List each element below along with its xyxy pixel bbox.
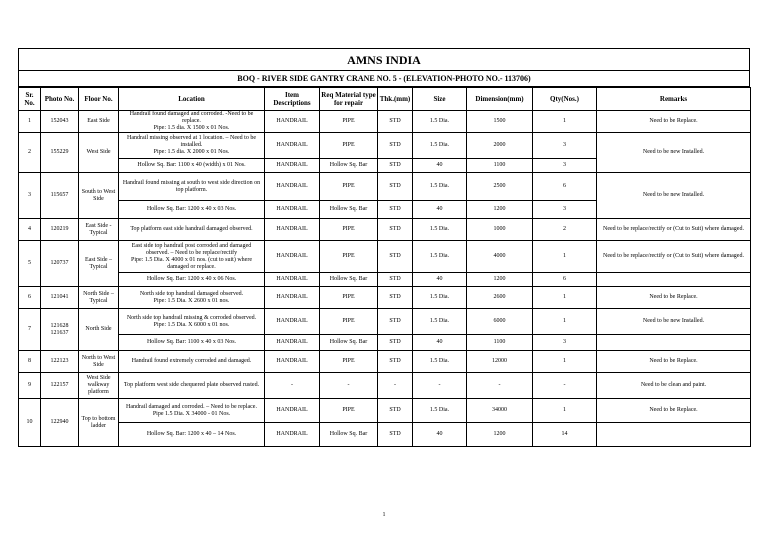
cell-thk: STD [378,309,413,335]
cell-location: North side top handrail missing & corroded observed. Pipe: 1.5 Dia. X 6000 x 01 nos. [119,309,265,335]
cell-floor: North Side [79,309,119,351]
table-row [19,351,751,373]
cell-size: 1.5 Dia. [413,173,467,201]
cell-thk: STD [378,133,413,159]
header-material: Req Material type for repair [320,88,378,111]
cell-dimension: 4000 [467,241,533,273]
cell-item: HANDRAIL [265,399,320,423]
cell-size: 40 [413,335,467,351]
cell-item: HANDRAIL [265,111,320,133]
cell-size: 1.5 Dia. [413,351,467,373]
cell-item: HANDRAIL [265,287,320,309]
cell-floor: East Side - Typical [79,219,119,241]
cell-size: - [413,373,467,399]
header-location: Location [119,88,265,111]
cell-size: 1.5 Dia. [413,399,467,423]
cell-thk: STD [378,423,413,447]
cell-size: 1.5 Dia. [413,287,467,309]
cell-photo: 121628 121637 [41,309,79,351]
table-header-row [19,88,751,111]
cell-location: Handrail found missing at south to west side direction on top platform. [119,173,265,201]
cell-material: PIPE [320,309,378,335]
cell-photo: 122940 [41,399,79,447]
cell-sr: 3 [19,173,41,219]
header-thk: Thk.(mm) [378,88,413,111]
cell-sr: 2 [19,133,41,173]
cell-floor: South to West Side [79,173,119,219]
cell-dimension: 2600 [467,287,533,309]
cell-sr: 7 [19,309,41,351]
cell-sr: 6 [19,287,41,309]
cell-location: Top platform east side handrail damaged observed. [119,219,265,241]
cell-photo: 120737 [41,241,79,287]
cell-remarks: Need to be Replace. [597,287,751,309]
cell-size: 40 [413,273,467,287]
header-qty: Qty(Nos.) [533,88,597,111]
cell-thk: STD [378,219,413,241]
cell-location: Handrail missing observed at 1 location. – Need to be installed. Pipe: 1.5 dia. X 2000 x 01 Nos. [119,133,265,159]
cell-dimension: 1500 [467,111,533,133]
cell-qty: 3 [533,201,597,219]
table-row [19,309,751,335]
cell-item: HANDRAIL [265,273,320,287]
cell-thk: - [378,373,413,399]
cell-item: HANDRAIL [265,241,320,273]
cell-qty: - [533,373,597,399]
cell-item: HANDRAIL [265,219,320,241]
cell-size: 1.5 Dia. [413,309,467,335]
cell-remarks [597,335,751,351]
cell-qty: 1 [533,399,597,423]
cell-floor: West Side walkway platform [79,373,119,399]
table-row [19,133,751,159]
cell-floor: East Side [79,111,119,133]
cell-item: HANDRAIL [265,351,320,373]
cell-remarks: Need to be Replace. [597,399,751,423]
cell-material: PIPE [320,133,378,159]
table-row [19,335,751,351]
cell-thk: STD [378,399,413,423]
cell-qty: 1 [533,351,597,373]
cell-size: 40 [413,159,467,173]
cell-floor: East Side – Typical [79,241,119,287]
cell-dimension: 1100 [467,335,533,351]
cell-size: 40 [413,201,467,219]
cell-material: PIPE [320,111,378,133]
header-sr-no: Sr. No. [19,88,41,111]
cell-location: Handrail found damaged and corroded. -Need to be replace. Pipe: 1.5 dia. X 1500 x 01 Nos. [119,111,265,133]
cell-remarks [597,423,751,447]
cell-material: PIPE [320,287,378,309]
cell-qty: 3 [533,335,597,351]
cell-location: Handrail found extremely corroded and damaged. [119,351,265,373]
cell-size: 1.5 Dia. [413,241,467,273]
cell-floor: West Side [79,133,119,173]
cell-qty: 3 [533,133,597,159]
cell-remarks: Need to be replace/rectify or (Cut to Suit) where damaged. [597,241,751,273]
cell-size: 1.5 Dia. [413,111,467,133]
document-subtitle: BOQ - RIVER SIDE GANTRY CRANE NO. 5 - (ELEVATION-PHOTO NO.- 113706) [18,70,750,87]
cell-material: PIPE [320,173,378,201]
cell-sr: 1 [19,111,41,133]
cell-item: HANDRAIL [265,159,320,173]
cell-location: East side top handrail post corroded and damaged observed. – Need to be replace/rectify Pipe: 1.5 Dia. X 4000 x 01 nos. (cut to suit) where damaged or replace. [119,241,265,273]
cell-thk: STD [378,273,413,287]
cell-item: HANDRAIL [265,133,320,159]
cell-sr: 10 [19,399,41,447]
cell-photo: 122123 [41,351,79,373]
cell-dimension: 12000 [467,351,533,373]
cell-qty: 6 [533,273,597,287]
cell-remarks: Need to be Replace. [597,111,751,133]
table-row [19,219,751,241]
cell-qty: 2 [533,219,597,241]
boq-table [18,87,751,447]
cell-qty: 1 [533,241,597,273]
cell-sr: 4 [19,219,41,241]
header-dimension: Dimension(mm) [467,88,533,111]
cell-qty: 3 [533,159,597,173]
header-remarks: Remarks [597,88,751,111]
cell-photo: 152043 [41,111,79,133]
cell-item: HANDRAIL [265,309,320,335]
cell-size: 40 [413,423,467,447]
cell-floor: North to West Side [79,351,119,373]
cell-item: HANDRAIL [265,335,320,351]
table-body [19,111,751,447]
cell-material: Hollow Sq. Bar [320,335,378,351]
cell-thk: STD [378,287,413,309]
cell-thk: STD [378,111,413,133]
cell-dimension: 2000 [467,133,533,159]
page-number: 1 [382,512,386,518]
cell-qty: 14 [533,423,597,447]
cell-thk: STD [378,159,413,173]
header-floor-no: Floor No. [79,88,119,111]
cell-location: Hollow Sq. Bar: 1200 x 40 x 03 Nos. [119,201,265,219]
cell-thk: STD [378,241,413,273]
cell-photo: 122157 [41,373,79,399]
cell-remarks: Need to be new Installed. [597,133,751,173]
cell-photo: 115657 [41,173,79,219]
cell-thk: STD [378,173,413,201]
header-photo-no: Photo No. [41,88,79,111]
header-size: Size [413,88,467,111]
cell-remarks: Need to be Replace. [597,351,751,373]
cell-size: 1.5 Dia. [413,133,467,159]
table-row [19,111,751,133]
table-row [19,423,751,447]
cell-material: PIPE [320,399,378,423]
cell-photo: 155229 [41,133,79,173]
cell-remarks: Need to be replace/rectify or (Cut to Suit) where damaged. [597,219,751,241]
header-item-descriptions: Item Descriptions [265,88,320,111]
cell-sr: 5 [19,241,41,287]
cell-floor: Top to bottom ladder [79,399,119,447]
cell-dimension: 1200 [467,423,533,447]
document-title: AMNS INDIA [18,48,750,70]
cell-item: HANDRAIL [265,201,320,219]
cell-thk: STD [378,351,413,373]
cell-material: Hollow Sq. Bar [320,273,378,287]
table-row [19,399,751,423]
cell-remarks [597,273,751,287]
cell-dimension: 1200 [467,273,533,287]
cell-remarks: Need to be clean and paint. [597,373,751,399]
cell-item: HANDRAIL [265,423,320,447]
cell-thk: STD [378,201,413,219]
cell-dimension: 1200 [467,201,533,219]
table-row [19,173,751,201]
cell-size: 1.5 Dia. [413,219,467,241]
cell-dimension: 6000 [467,309,533,335]
cell-location: Hollow Sq. Bar: 1200 x 40 x 06 Nos. [119,273,265,287]
cell-sr: 9 [19,373,41,399]
cell-material: Hollow Sq. Bar [320,201,378,219]
cell-qty: 1 [533,309,597,335]
cell-thk: STD [378,335,413,351]
table-row [19,241,751,273]
cell-dimension: 1000 [467,219,533,241]
cell-location: North side top handrail damaged observed. Pipe: 1.5 Dia. X 2600 x 01 nos. [119,287,265,309]
cell-remarks: Need to be new Installed. [597,309,751,335]
cell-material: PIPE [320,241,378,273]
cell-sr: 8 [19,351,41,373]
cell-material: - [320,373,378,399]
cell-photo: 121041 [41,287,79,309]
cell-item: HANDRAIL [265,173,320,201]
cell-material: PIPE [320,219,378,241]
cell-dimension: 34000 [467,399,533,423]
cell-location: Hollow Sq. Bar: 1100 x 40 x 03 Nos. [119,335,265,351]
cell-remarks: Need to be new Installed. [597,173,751,219]
cell-dimension: - [467,373,533,399]
cell-location: Top platform west side chequered plate observed rusted. [119,373,265,399]
cell-dimension: 2500 [467,173,533,201]
cell-item: - [265,373,320,399]
cell-qty: 1 [533,111,597,133]
table-row [19,287,751,309]
cell-photo: 120219 [41,219,79,241]
cell-location: Hollow Sq. Bar: 1100 x 40 (width) x 01 Nos. [119,159,265,173]
cell-qty: 6 [533,173,597,201]
cell-dimension: 1100 [467,159,533,173]
cell-material: Hollow Sq. Bar [320,159,378,173]
cell-material: PIPE [320,351,378,373]
cell-location: Handrail damaged and corroded. – Need to be replace. Pipe 1.5 Dia. X 34000 - 01 Nos. [119,399,265,423]
cell-floor: North Side – Typical [79,287,119,309]
table-row [19,373,751,399]
table-row [19,273,751,287]
cell-qty: 1 [533,287,597,309]
cell-location: Hollow Sq. Bar: 1200 x 40 – 14 Nos. [119,423,265,447]
cell-material: Hollow Sq. Bar [320,423,378,447]
